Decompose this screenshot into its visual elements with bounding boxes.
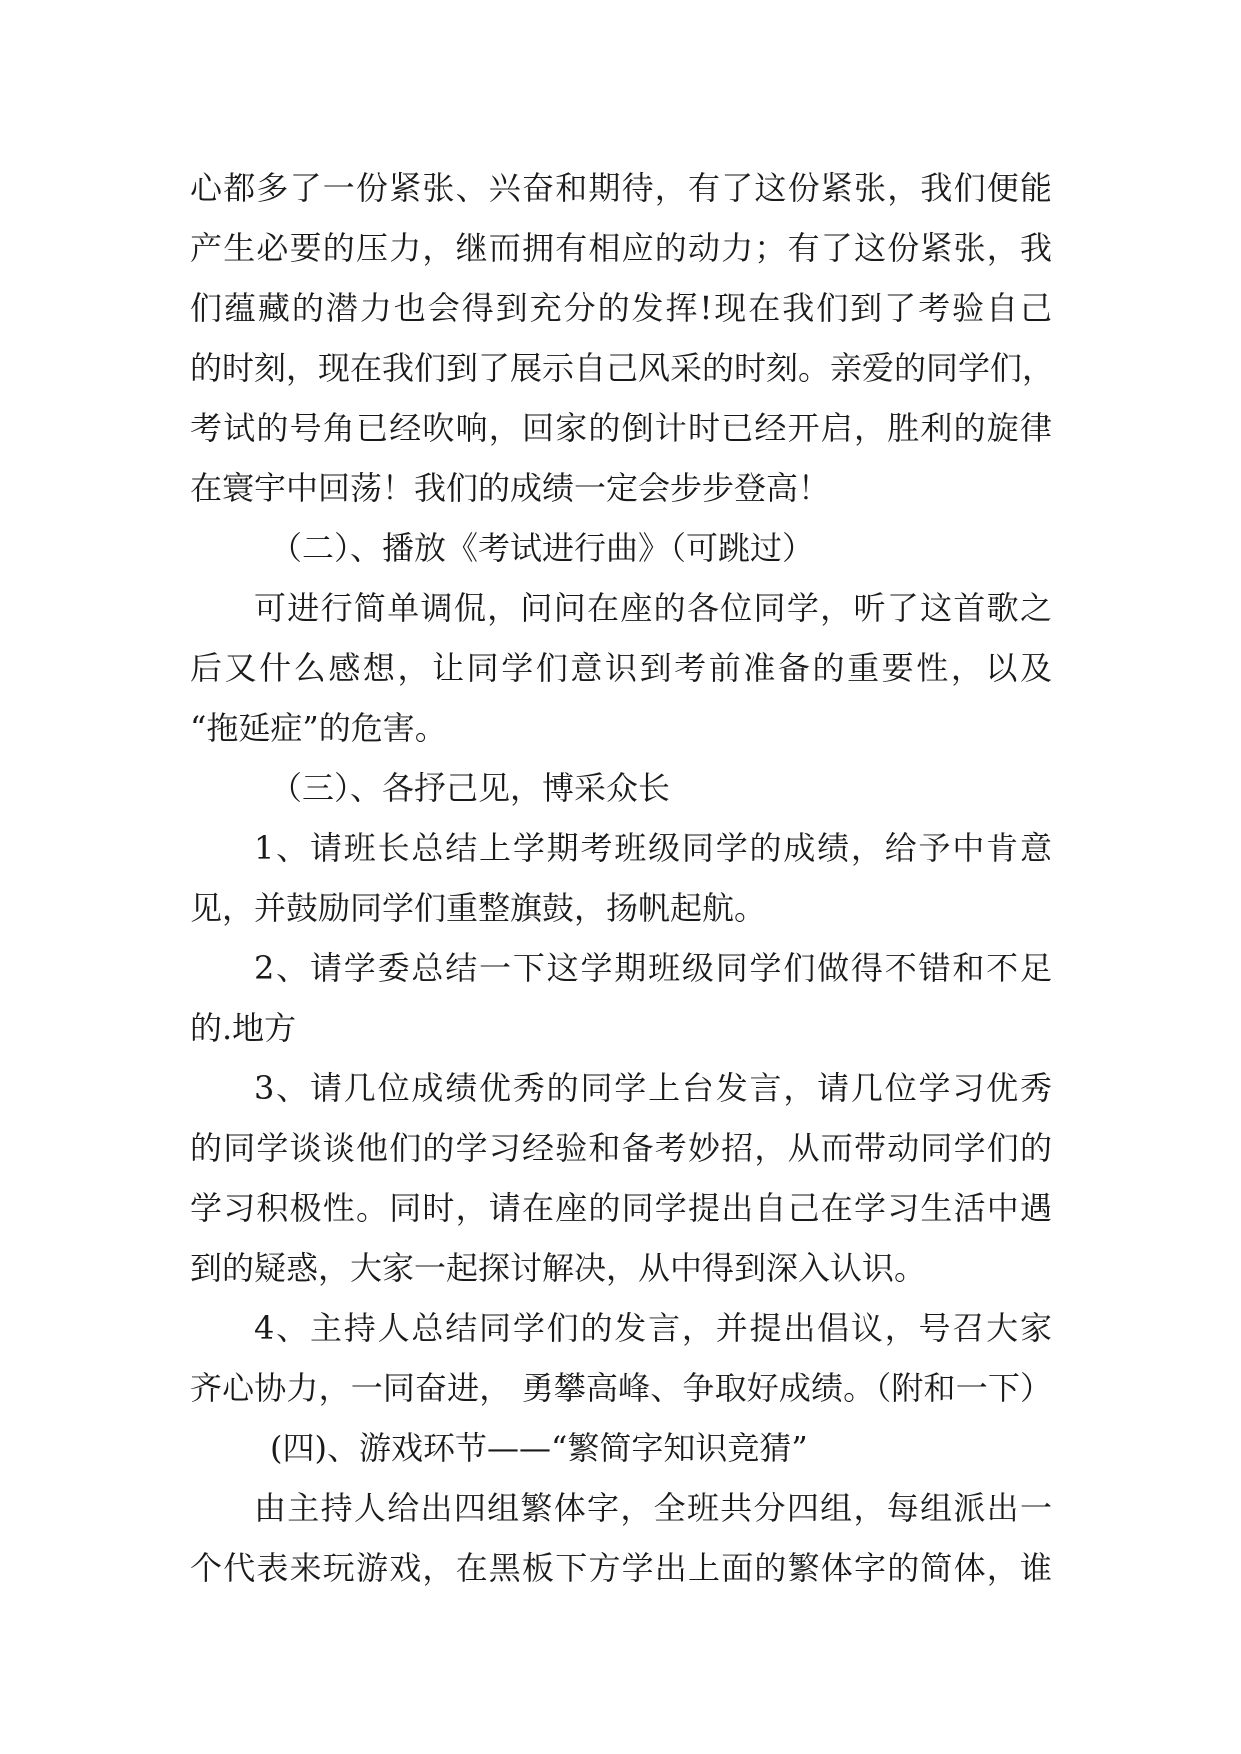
text-line: 齐心协力，一同奋进， 勇攀高峰、争取好成绩。（附和一下） (190, 1369, 1052, 1407)
text-line: 的同学谈谈他们的学习经验和备考妙招，从而带动同学们的 (190, 1129, 1052, 1167)
section-heading: （二）、播放《考试进行曲》（可跳过） (270, 529, 815, 567)
text-line: 考试的号角已经吹响，回家的倒计时已经开启，胜利的旋律 (190, 409, 1052, 447)
text-line: 4、主持人总结同学们的发言，并提出倡议，号召大家 (254, 1309, 1052, 1347)
text-line: 见，并鼓励同学们重整旗鼓，扬帆起航。 (190, 889, 767, 927)
text-line: 由主持人给出四组繁体字，全班共分四组，每组派出一 (254, 1489, 1052, 1527)
text-line: 们蕴藏的潜力也会得到充分的发挥!现在我们到了考验自己 (190, 289, 1052, 327)
text-line: 个代表来玩游戏，在黑板下方学出上面的繁体字的简体，谁 (190, 1549, 1052, 1587)
section-heading: （三）、各抒己见，博采众长 (270, 769, 671, 807)
text-line: “拖延症”的危害。 (190, 709, 447, 747)
document-body (190, 158, 1055, 1598)
text-line: 在寰宇中回荡！我们的成绩一定会步步登高！ (190, 469, 831, 507)
text-line: 心都多了一份紧张、兴奋和期待，有了这份紧张，我们便能 (190, 169, 1052, 207)
section-heading: (四)、游戏环节——“繁简字知识竞猜” (270, 1429, 808, 1467)
text-line: 学习积极性。同时，请在座的同学提出自己在学习生活中遇 (190, 1189, 1052, 1227)
text-line: 的.地方 (190, 1009, 297, 1047)
text-line: 2、请学委总结一下这学期班级同学们做得不错和不足 (254, 949, 1052, 987)
text-line: 可进行简单调侃，问问在座的各位同学，听了这首歌之 (254, 589, 1052, 627)
text-line: 的时刻，现在我们到了展示自己风采的时刻。亲爱的同学们， (190, 349, 1055, 387)
text-line: 1、请班长总结上学期考班级同学的成绩，给予中肯意 (254, 829, 1052, 867)
text-line: 产生必要的压力，继而拥有相应的动力；有了这份紧张，我 (190, 229, 1052, 267)
text-line: 到的疑惑，大家一起探讨解决，从中得到深入认识。 (190, 1249, 927, 1287)
text-line: 3、请几位成绩优秀的同学上台发言，请几位学习优秀 (254, 1069, 1052, 1107)
text-line: 后又什么感想，让同学们意识到考前准备的重要性，以及 (190, 649, 1052, 687)
